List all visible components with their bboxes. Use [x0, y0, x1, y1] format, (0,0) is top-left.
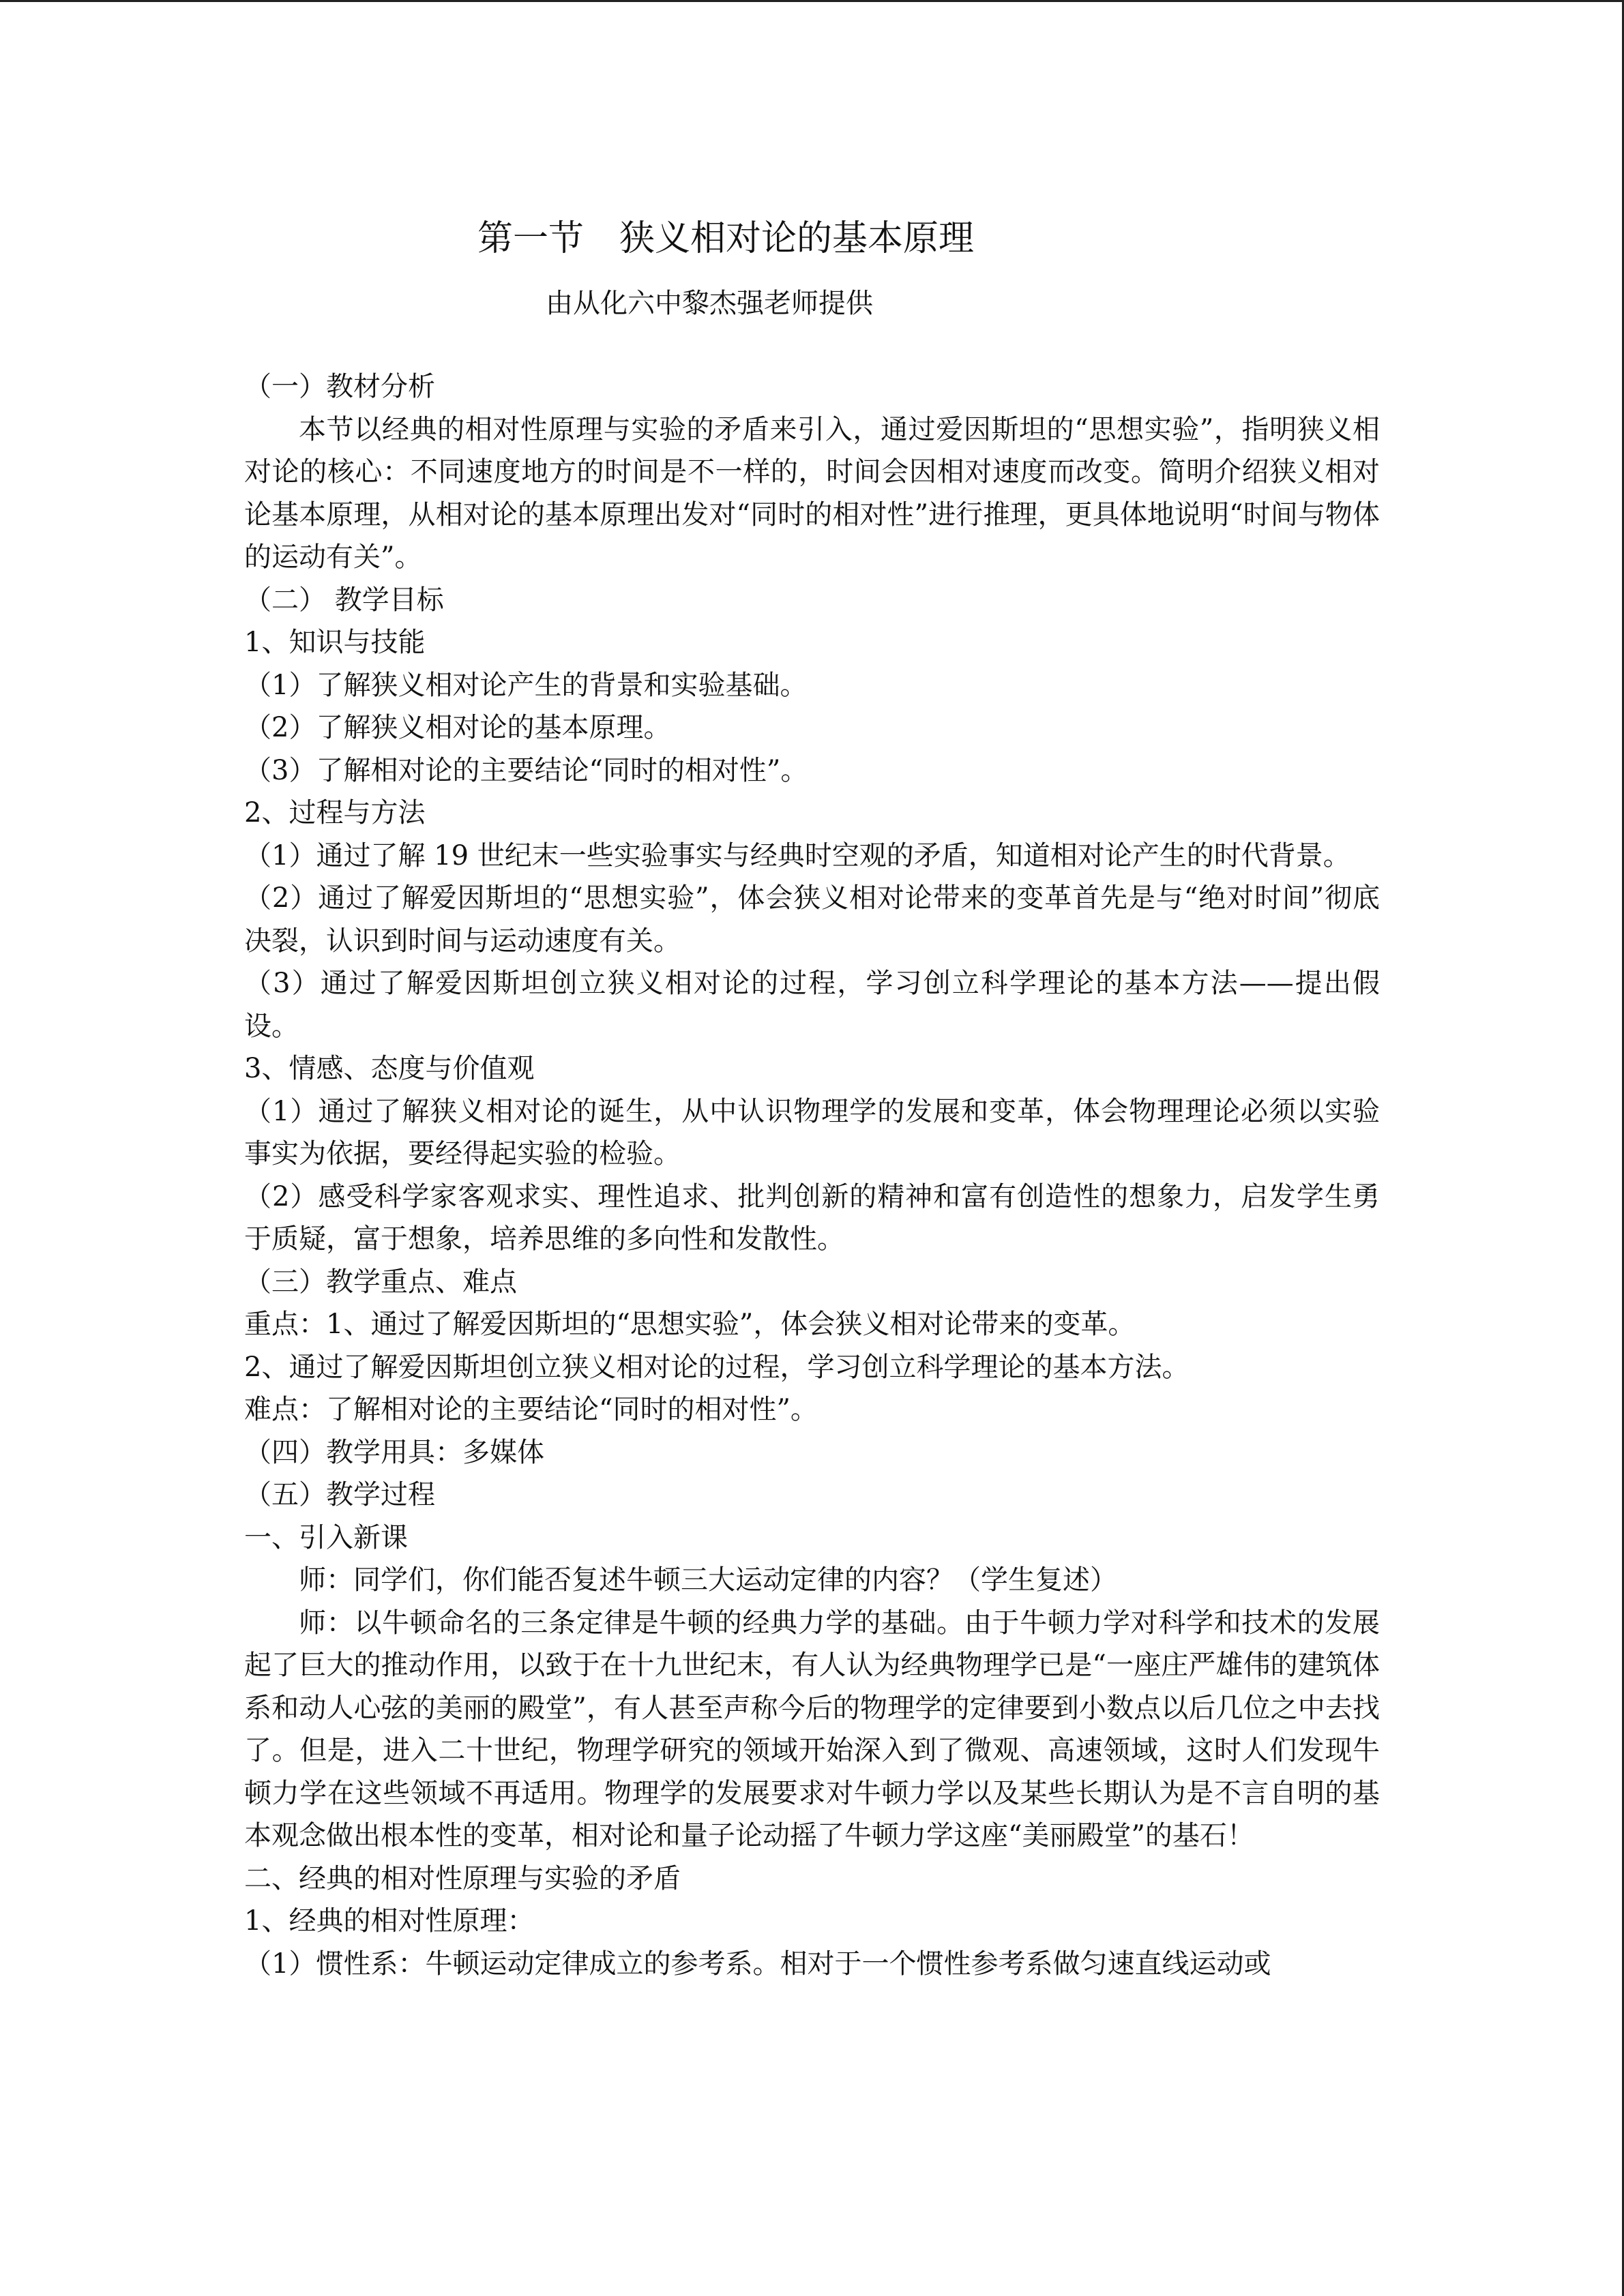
dialogue-teacher-1: 师：同学们，你们能否复述牛顿三大运动定律的内容？（学生复述）: [299, 1564, 1117, 1596]
section-heading-key-points: （三）教学重点、难点: [244, 1266, 517, 1298]
section-heading-teaching-goals: （二） 教学目标: [244, 584, 444, 616]
paragraph-inertial-frame: （1）惯性系：牛顿运动定律成立的参考系。相对于一个惯性参考系做匀速直线运动或: [244, 1948, 1271, 1980]
list-item-knowledge-3: （3）了解相对论的主要结论“同时的相对性”。: [244, 754, 808, 786]
list-item-emotion-1: （1）通过了解狭义相对论的诞生，从中认识物理学的发展和变革，体会物理理论必须以实验事实为依据，要经得起实验的检验。: [244, 1095, 1380, 1169]
list-item-process-1: （1）通过了解 19 世纪末一些实验事实与经典时空观的矛盾，知道相对论产生的时代背景。: [244, 839, 1350, 871]
document-title: 第一节 狭义相对论的基本原理: [477, 218, 975, 259]
list-item-emotion-2: （2）感受科学家客观求实、理性追求、批判创新的精神和富有创造性的想象力，启发学生勇于质疑，富于想象，培养思维的多向性和发散性。: [244, 1180, 1380, 1255]
section-heading-textbook-analysis: （一）教材分析: [244, 371, 435, 402]
key-point-2: 2、通过了解爱因斯坦创立狭义相对论的过程，学习创立科学理论的基本方法。: [244, 1351, 1190, 1383]
subheading-classical-relativity: 二、经典的相对性原理与实验的矛盾: [244, 1862, 681, 1894]
list-item-process-2: （2）通过了解爱因斯坦的“思想实验”，体会狭义相对论带来的变革首先是与“绝对时间”彻底决裂，认识到时间与运动速度有关。: [244, 882, 1380, 957]
document-body: [244, 366, 1380, 1985]
list-item-process-3: （3）通过了解爱因斯坦创立狭义相对论的过程，学习创立科学理论的基本方法——提出假设。: [244, 968, 1380, 1042]
document-subtitle: 由从化六中黎杰强老师提供: [546, 288, 873, 319]
section-heading-teaching-process: （五）教学过程: [244, 1479, 435, 1510]
subheading-introduce-lesson: 一、引入新课: [244, 1521, 408, 1553]
list-item-knowledge-2: （2）了解狭义相对论的基本原理。: [244, 712, 671, 743]
difficult-point: 难点：了解相对论的主要结论“同时的相对性”。: [244, 1394, 818, 1425]
subheading-knowledge-skills: 1、知识与技能: [244, 627, 426, 658]
section-heading-teaching-tools: （四）教学用具：多媒体: [244, 1436, 544, 1468]
key-point-1: 重点：1、通过了解爱因斯坦的“思想实验”，体会狭义相对论带来的变革。: [244, 1309, 1136, 1340]
list-item-knowledge-1: （1）了解狭义相对论产生的背景和实验基础。: [244, 669, 808, 701]
page-border-top: [0, 0, 1624, 2]
subheading-classical-relativity-principle: 1、经典的相对性原理：: [244, 1905, 535, 1937]
subheading-emotion-values: 3、情感、态度与价值观: [244, 1053, 535, 1084]
paragraph-textbook-analysis: 本节以经典的相对性原理与实验的矛盾来引入，通过爱因斯坦的“思想实验”，指明狭义相对论的核心：不同速度地方的时间是不一样的，时间会因相对速度而改变。简明介绍狭义相对论基本原理，从相对论的基本原理出发对“同时的相对性”进行推理，更具体地说明“时间与物体的运动有关”。: [244, 413, 1380, 573]
subheading-process-method: 2、过程与方法: [244, 797, 426, 829]
dialogue-teacher-2: 师：以牛顿命名的三条定律是牛顿的经典力学的基础。由于牛顿力学对科学和技术的发展起了巨大的推动作用，以致于在十九世纪末，有人认为经典物理学已是“一座庄严雄伟的建筑体系和动人心弦的美丽的殿堂”，有人甚至声称今后的物理学的定律要到小数点以后几位之中去找了。但是，进入二十世纪，物理学研究的领域开始深入到了微观、高速领域，这时人们发现牛顿力学在这些领域不再适用。物理学的发展要求对牛顿力学以及某些长期认为是不言自明的基本观念做出根本性的变革，相对论和量子论动摇了牛顿力学这座“美丽殿堂”的基石！: [244, 1607, 1380, 1851]
